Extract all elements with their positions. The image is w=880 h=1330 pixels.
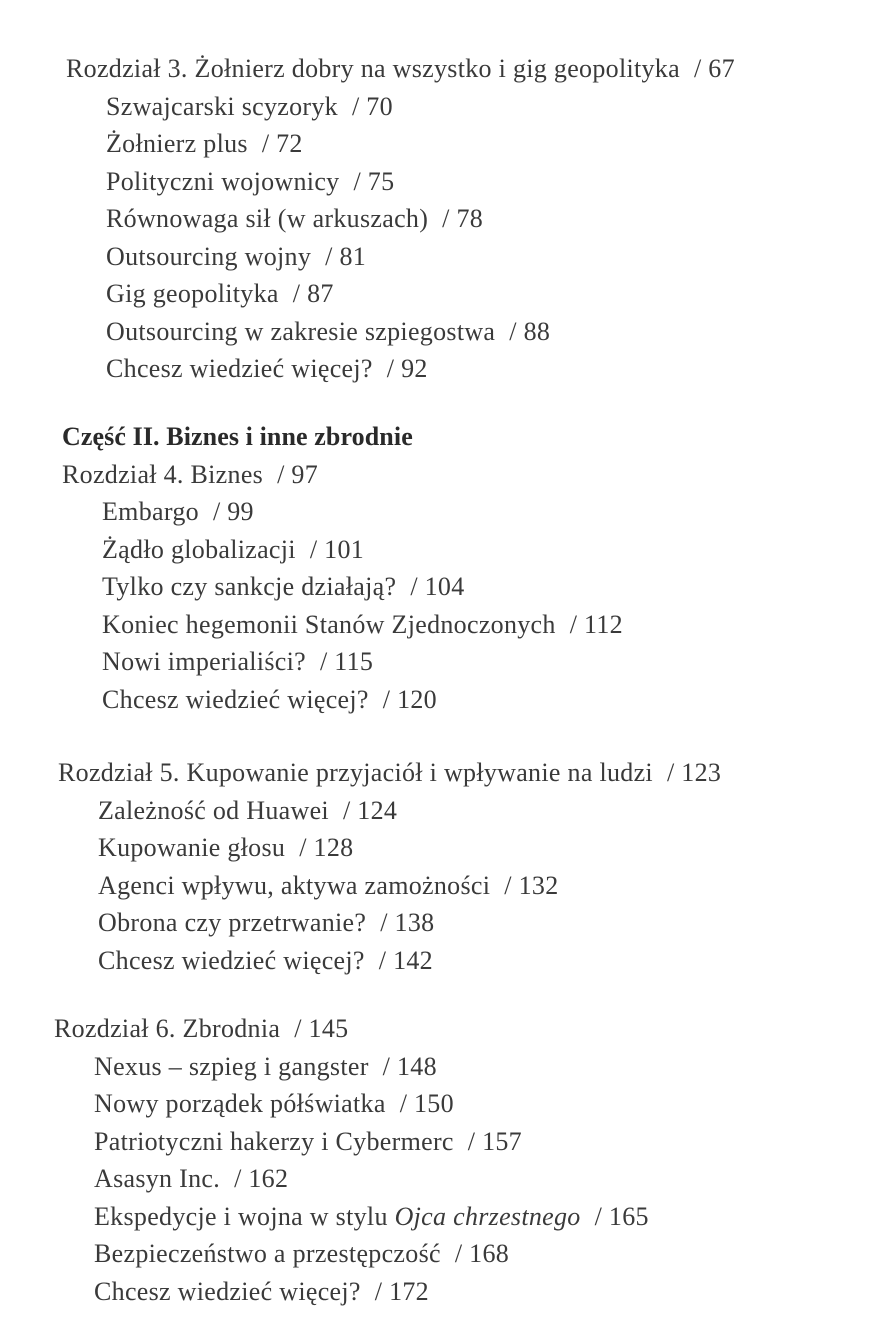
- toc-entry: [58, 942, 880, 980]
- chapter-heading: [54, 1010, 880, 1048]
- toc-entry: [66, 200, 880, 238]
- toc-entry: [66, 88, 880, 126]
- entry-page-number: / 78: [442, 204, 484, 233]
- entry-title: Chcesz wiedzieć więcej?: [98, 945, 365, 975]
- chapter-title: Rozdział 3. Żołnierz dobry na wszystko i gig geopolityka: [66, 54, 680, 83]
- entry-page-number: / 132: [504, 870, 559, 900]
- chapter-page-number: / 123: [666, 758, 722, 787]
- entry-page-number: / 99: [212, 497, 254, 526]
- toc-entry: [54, 1085, 880, 1123]
- chapter-title: Rozdział 5. Kupowanie przyjaciół i wpływanie na ludzi: [58, 758, 653, 787]
- toc-entry: [54, 1235, 880, 1273]
- toc-entry: [54, 1198, 880, 1236]
- toc-entry: [66, 125, 880, 163]
- toc-entry: [54, 1160, 880, 1198]
- entry-title: Żołnierz plus: [106, 129, 248, 158]
- toc-entry: [54, 1048, 880, 1086]
- entry-page-number: / 148: [382, 1051, 437, 1081]
- entry-title: Żądło globalizacji: [102, 534, 296, 564]
- entry-page-number: / 120: [382, 684, 437, 714]
- entry-title: Szwajcarski scyzoryk: [106, 91, 338, 121]
- entry-title: Gig geopolityka: [106, 279, 279, 308]
- toc-entry: [62, 606, 880, 644]
- toc-entry: [66, 275, 880, 313]
- entry-title: Chcesz wiedzieć więcej?: [102, 684, 369, 714]
- entry-page-number: / 81: [325, 241, 367, 271]
- chapter-title: Rozdział 4. Biznes: [62, 459, 264, 489]
- entry-title: Nexus – szpieg i gangster: [94, 1051, 369, 1081]
- entry-title: Równowaga sił (w arkuszach): [106, 204, 429, 233]
- entry-title: Outsourcing wojny: [106, 241, 312, 271]
- toc-entry: [66, 163, 880, 201]
- entry-title: Chcesz wiedzieć więcej?: [94, 1276, 361, 1306]
- entry-title: Outsourcing w zakresie szpiegostwa: [106, 316, 496, 346]
- chapter-heading: [66, 50, 880, 88]
- entry-title: Asasyn Inc.: [94, 1164, 221, 1193]
- entry-title: Polityczni wojownicy: [106, 166, 340, 196]
- toc-entry: [62, 493, 880, 531]
- entry-page-number: / 124: [342, 795, 398, 825]
- entry-title: Nowy porządek półświatka: [94, 1089, 386, 1118]
- entry-page-number: / 92: [386, 354, 428, 383]
- toc-entry: [62, 531, 880, 569]
- toc-entry: [58, 867, 880, 905]
- entry-page-number: / 112: [569, 609, 623, 639]
- entry-title: Tylko czy sankcje działają?: [102, 572, 397, 601]
- toc-section-chapter-6: [0, 1010, 880, 1310]
- chapter-page-number: / 145: [294, 1014, 349, 1043]
- entry-page-number: / 70: [351, 91, 393, 121]
- toc-entry: [66, 350, 880, 388]
- toc-entry: [58, 829, 880, 867]
- entry-page-number: / 172: [374, 1276, 429, 1306]
- toc-entry: [54, 1273, 880, 1311]
- entry-page-number: / 138: [380, 908, 435, 937]
- chapter-page-number: / 97: [277, 459, 319, 489]
- entry-page-number: / 104: [410, 572, 465, 601]
- toc-entry: [62, 681, 880, 719]
- entry-page-number: / 87: [292, 279, 334, 308]
- entry-page-number: / 157: [467, 1126, 522, 1156]
- entry-title: Obrona czy przetrwanie?: [98, 908, 367, 937]
- entry-title: Nowi imperialiści?: [102, 647, 306, 676]
- toc-section-chapter-5: [0, 754, 880, 979]
- entry-page-number: / 165: [594, 1201, 649, 1231]
- entry-page-number: / 88: [509, 316, 551, 346]
- chapter-heading: [58, 754, 880, 792]
- toc-entry: [62, 643, 880, 681]
- entry-title: Patriotyczni hakerzy i Cybermerc: [94, 1126, 454, 1156]
- toc-entry: [66, 238, 880, 276]
- chapter-heading: [62, 456, 880, 494]
- entry-page-number: / 142: [378, 945, 433, 975]
- toc-section-chapter-3: [0, 50, 880, 388]
- entry-title: Kupowanie głosu: [98, 833, 286, 862]
- toc-entry: [58, 792, 880, 830]
- entry-title-italic: Ojca chrzestnego: [394, 1201, 581, 1231]
- toc-entry: [54, 1123, 880, 1161]
- entry-title: Bezpieczeństwo a przestępczość: [94, 1239, 441, 1268]
- toc-entry: [62, 568, 880, 606]
- entry-page-number: / 72: [261, 129, 303, 158]
- entry-page-number: / 101: [309, 534, 365, 564]
- toc-entry: [66, 313, 880, 351]
- entry-title: Chcesz wiedzieć więcej?: [106, 354, 373, 383]
- entry-title: Koniec hegemonii Stanów Zjednoczonych: [102, 609, 556, 639]
- chapter-page-number: / 67: [693, 54, 735, 83]
- entry-title: Zależność od Huawei: [98, 795, 329, 825]
- entry-title: Ekspedycje i wojna w stylu: [94, 1201, 395, 1231]
- entry-page-number: / 162: [234, 1164, 289, 1193]
- entry-title: Agenci wpływu, aktywa zamożności: [98, 870, 491, 900]
- entry-title: Embargo: [102, 497, 199, 526]
- entry-page-number: / 168: [454, 1239, 510, 1268]
- part-heading: Część II. Biznes i inne zbrodnie: [62, 422, 413, 451]
- entry-page-number: / 115: [319, 647, 374, 676]
- chapter-title: Rozdział 6. Zbrodnia: [54, 1014, 281, 1043]
- entry-page-number: / 128: [299, 833, 354, 862]
- toc-section-chapter-4: [0, 418, 880, 718]
- toc-entry: [58, 904, 880, 942]
- entry-page-number: / 75: [353, 166, 395, 196]
- entry-page-number: / 150: [399, 1089, 454, 1118]
